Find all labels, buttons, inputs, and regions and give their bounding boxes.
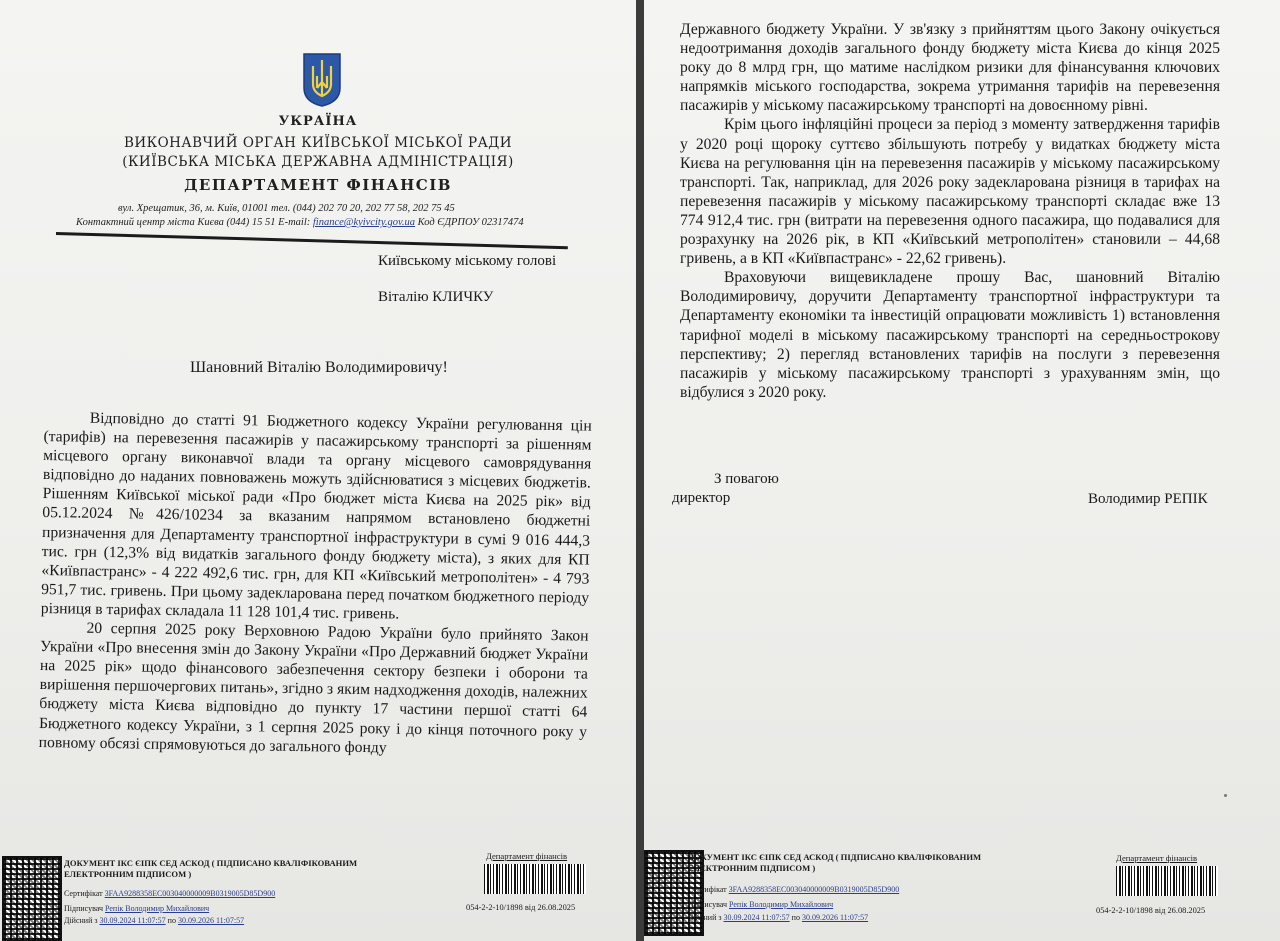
stamp-title xyxy=(688,852,981,874)
body-paragraph: Крім цього інфляційні процеси за період з моменту затвердження тарифів у 2020 році щороку суттєво збільшують потребу у видатках бюджету міста Києва на регулювання цін на перевезення пасажирів у міському пасажирському транспорті. Так, наприклад, для 2026 року задекларована різниця в тарифах на перевезення пасажирів у міському пасажирському транспорті складає вже 13 774 912,4 тис. грн (витрати на перевезення одного пасажира, що подавалися для розрахунку на 2026 рік, в КП «Київський метрополітен» становили – 44,68 гривень, а в КП «Київпастранс» - 22,62 гривень). xyxy=(680,116,1220,268)
signer-label: Підписувач xyxy=(64,904,106,913)
cert-value: 3FAA9288358EC003040000009B0319005D85D900 xyxy=(728,885,900,894)
stamp-title-line1: ДОКУМЕНТ ІКС ЄІПК СЕД АСКОД ( ПІДПИСАНО КВАЛІФІКОВАНИМ xyxy=(64,858,358,868)
speck xyxy=(1224,794,1227,797)
qr-code-icon xyxy=(2,856,62,941)
cert-value: 3FAA9288358EC003040000009B0319005D85D900 xyxy=(104,889,276,898)
ukraine-coat-of-arms-icon xyxy=(302,52,342,108)
addressee-name: Віталію КЛИЧКУ xyxy=(378,289,494,305)
signer-value: Репік Володимир Михайлович xyxy=(105,904,210,913)
letter-body-page-1 xyxy=(39,408,592,760)
header-address: вул. Хрещатик, 36, м. Київ, 01001 тел. (044) 202 70 20, 202 77 58, 202 75 45 xyxy=(118,203,455,214)
edrpou-code: Код ЄДРПОУ 02317474 xyxy=(415,217,524,228)
signer-value: Репік Володимир Михайлович xyxy=(729,900,834,909)
valid-label: Дійсний з xyxy=(688,913,724,922)
header-org-line1: ВИКОНАВЧИЙ ОРГАН КИЇВСЬКОЇ МІСЬКОЇ РАДИ xyxy=(123,135,513,151)
body-paragraph: 20 серпня 2025 року Верховною Радою України було прийнято Закон України «Про внесення змін до Закону України «Про Державний бюджет України на 2025 рік» щодо фінансового забезпечення сектору безпеки і оборони та вирішення першочергових питань», згідно з яким надходження доходів, належних бюджету міста Києва відповідно до пункту 17 частини першої статті 64 Бюджетного кодексу України, з 1 серпня 2025 року і до кінця поточного року у повному обсязі спрямовуються до загального фонду xyxy=(38,619,589,757)
header-contact xyxy=(76,217,524,228)
stamp-signer xyxy=(688,900,833,909)
stamp-validity xyxy=(64,916,244,925)
cert-label: Сертифікат xyxy=(688,885,729,894)
cert-label: Сертифікат xyxy=(64,889,105,898)
valid-to: 30.09.2026 11:07:57 xyxy=(801,913,869,922)
barcode-icon xyxy=(484,864,586,894)
stamp-registration: 054-2-2-10/1898 від 26.08.2025 xyxy=(1096,906,1206,915)
stamp-certificate xyxy=(688,885,899,894)
valid-mid: по xyxy=(789,913,802,922)
closing-regards: З повагою xyxy=(714,471,779,487)
stamp-title-line2: ЕЛЕКТРОННИМ ПІДПИСОМ ) xyxy=(688,863,816,873)
stamp-title-line1: ДОКУМЕНТ ІКС ЄІПК СЕД АСКОД ( ПІДПИСАНО КВАЛІФІКОВАНИМ xyxy=(688,852,982,862)
header-country: УКРАЇНА xyxy=(278,114,358,129)
page-gap xyxy=(636,0,644,941)
body-paragraph: Державного бюджету України. У зв'язку з прийняттям цього Закону очікується недоотримання доходів загального фонду бюджету міста Києва до кінця 2025 року до 8 млрд грн, що матиме наслідком ризики для фінансування ключових напрямків міського господарства, зокрема утримання тарифів на перевезення пасажирів у міському пасажирському транспорті на довоєнному рівні. xyxy=(680,21,1220,115)
signer-label: Підписувач xyxy=(688,900,730,909)
body-paragraph: Відповідно до статті 91 Бюджетного кодексу України регулювання цін (тарифів) на перевезення пасажирів у пасажирському транспорті за рішенням місцевого органу виконавчої влади та органу місцевого самоврядування відповідно до наданих повноважень можуть здійснюватися з місцевих бюджетів. Рішенням Київської міської ради «Про бюджет міста Києва на 2025 рік» від 05.12.2024 №426/10234 за вказаним напрямом встановлено бюджетні призначення для Департаменту транспортної інфраструктури в сумі 9 016 444,3 тис. грн (12,3% від видатків загального фонду бюджету міста), з яких для КП «Київпастранс» - 4 222 492,6 тис. грн, для КП «Київський метрополітен» - 4 793 951,7 тис. гривень. При цьому задекларована перед початком бюджетного періоду різниця в тарифах складала 11 128 101,4 тис. гривень. xyxy=(40,409,592,623)
header-divider xyxy=(56,232,568,249)
letter-page-1 xyxy=(0,0,636,941)
stamp-certificate xyxy=(64,889,275,898)
valid-from: 30.09.2024 11:07:57 xyxy=(723,913,790,922)
valid-to: 30.09.2026 11:07:57 xyxy=(177,916,245,925)
signer-name: Володимир РЕПІК xyxy=(1088,491,1208,507)
stamp-signer xyxy=(64,904,209,913)
stamp-registration: 054-2-2-10/1898 від 26.08.2025 xyxy=(466,903,576,912)
valid-from: 30.09.2024 11:07:57 xyxy=(99,916,166,925)
valid-label: Дійсний з xyxy=(64,916,100,925)
barcode-icon xyxy=(1116,866,1218,896)
contact-center-text: Контактний центр міста Києва (044) 15 51 E-mail: xyxy=(76,217,313,228)
stamp-validity xyxy=(688,913,868,922)
addressee-position: Київському міському голові xyxy=(378,253,557,269)
salutation: Шановний Віталію Володимировичу! xyxy=(190,359,448,376)
email-link[interactable]: finance@kyivcity.gov.ua xyxy=(312,217,416,228)
stamp-title xyxy=(64,858,357,880)
valid-mid: по xyxy=(165,916,178,925)
body-paragraph: Враховуючи вищевикладене прошу Вас, шановний Віталію Володимировичу, доручити Департаменту транспортної інфраструктури та Департаменту економіки та інвестицій опрацювати можливість 1) встановлення тарифної моделі в міському пасажирському транспорті на середньострокову перспективу; 2) перегляд встановлених тарифів на послуги з перевезення пасажирів у міському пасажирському транспорті з урахуванням змін, що відбулися з 2020 року. xyxy=(680,269,1220,401)
header-department: ДЕПАРТАМЕНТ ФІНАНСІВ xyxy=(184,176,452,194)
signer-position: директор xyxy=(672,490,731,506)
letter-body-page-2 xyxy=(680,20,1220,402)
stamp-department: Департамент фінансів xyxy=(1116,853,1198,863)
stamp-department: Департамент фінансів xyxy=(486,851,568,861)
stamp-title-line2: ЕЛЕКТРОННИМ ПІДПИСОМ ) xyxy=(64,869,192,879)
header-org-line2: (КИЇВСЬКА МІСЬКА ДЕРЖАВНА АДМІНІСТРАЦІЯ) xyxy=(122,154,514,170)
